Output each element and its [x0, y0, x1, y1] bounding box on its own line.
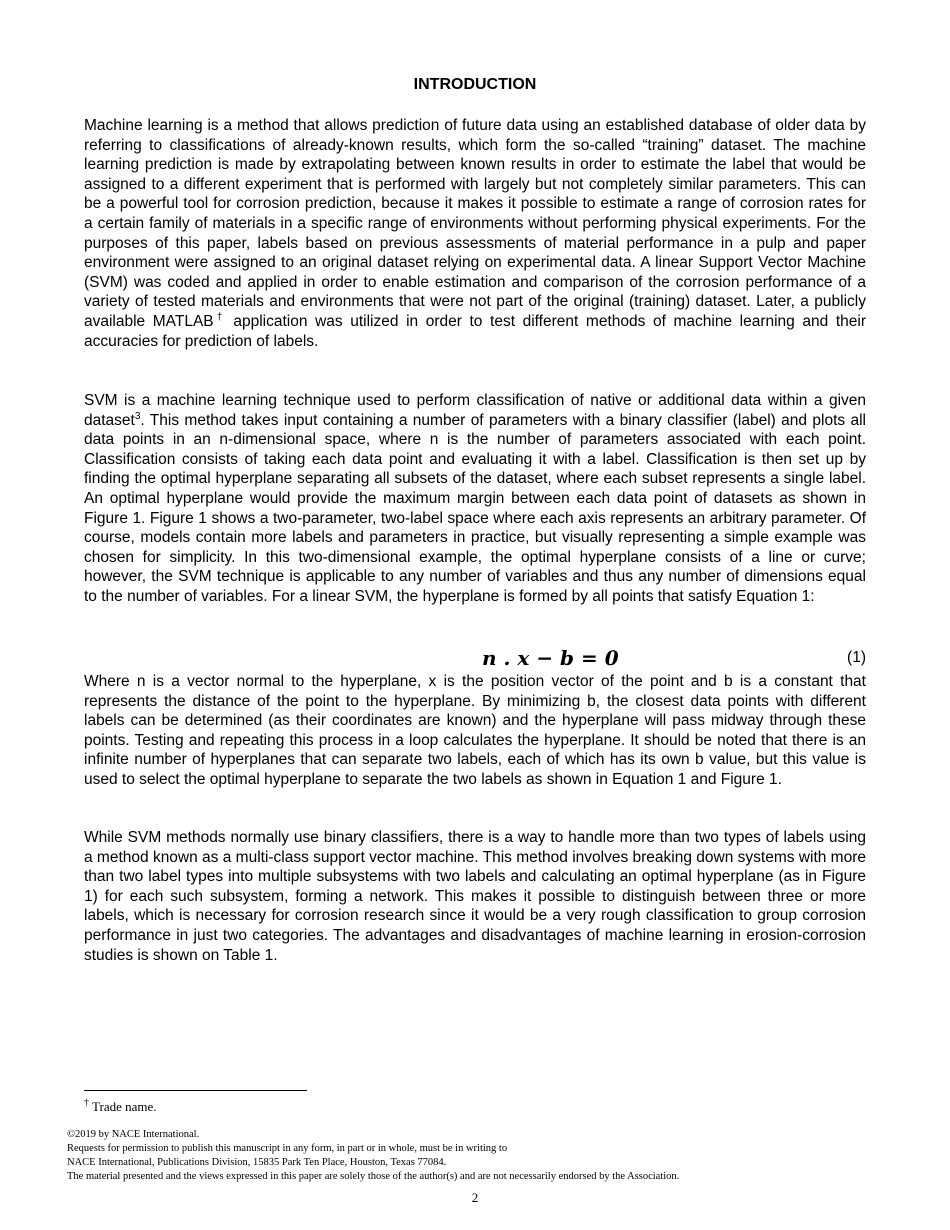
paragraph-1-text-b: application was utilized in order to test different methods of machine learning and their accuracies for prediction of labels.	[84, 312, 866, 350]
reference-superscript: 3	[134, 410, 141, 422]
paragraph-3: Where n is a vector normal to the hyperplane, x is the position vector of the point and b is a constant that represents the distance of the point to the hyperplane. By minimizing b, the closest data points with different labels can be determined (as their coordinates are known) and the hyperplane will pass midway through these points. Testing and repeating this process in a loop calculates the hyperplane. It should be noted that there is an infinite number of hyperplanes that can separate two labels, each of which has its own b value, but this value is used to select the optimal hyperplane to separate the two labels as shown in Equation 1 and Figure 1.	[84, 673, 866, 788]
footnote-text: Trade name.	[89, 1099, 157, 1114]
paragraph-1	[84, 116, 866, 351]
equation-expression: n . x − b = 0	[482, 646, 619, 670]
paragraph-2	[84, 391, 866, 607]
equation-number: (1)	[847, 649, 866, 666]
dagger-footnote-mark: †	[213, 311, 226, 323]
copyright-line-4: The material presented and the views expressed in this paper are solely those of the author(s) and are not necessarily endorsed by the Association.	[67, 1171, 680, 1182]
copyright-line-3: NACE International, Publications Division, 15835 Park Ten Place, Houston, Texas 77084.	[67, 1157, 447, 1168]
paragraph-1-text-a: Machine learning is a method that allows prediction of future data using an established database of older data by referring to classifications of already-known results, which form the so-called “training” dataset. The machine learning prediction is made by extrapolating between known results in order to estimate the label that would be assigned to a different experiment that is performed with largely but not completely similar parameters. This can be a powerful tool for corrosion prediction, because it makes it possible to estimate a range of corrosion rates for a certain family of materials in a specific range of environments without performing physical experiments. For the purposes of this paper, labels based on previous assessments of material performance in a pulp and paper environment were assigned to an original dataset relying on experimental data. A linear Support Vector Machine (SVM) was coded and applied in order to enable estimation and comparison of the corrosion performance of a variety of tested materials and environments that were not part of the original (training) dataset. Later, a publicly available MATLAB	[84, 117, 866, 330]
footnote-mark: †	[84, 1097, 89, 1109]
footnote	[84, 1099, 157, 1115]
copyright-line-1: ©2019 by NACE International.	[67, 1129, 200, 1140]
page-number: 2	[471, 1190, 479, 1205]
paragraph-2-text-a: SVM is a machine learning technique used to perform classification of native or additional data within a given dataset	[84, 392, 866, 429]
equation-1	[84, 646, 866, 670]
paragraph-4: While SVM methods normally use binary classifiers, there is a way to handle more than two types of labels using a method known as a multi-class support vector machine. This method involves breaking down systems with more than two label types into multiple subsystems with two labels and calculating an optimal hyperplane (as in Figure 1) for each such subsystem, forming a network. This makes it possible to distinguish between three or more labels, which is necessary for corrosion research since it would be a very rough classification to group corrosion performance in just two categories. The advantages and disadvantages of machine learning in erosion-corrosion studies is shown on Table 1.	[84, 829, 866, 964]
copyright-notice	[67, 1128, 887, 1184]
section-heading: INTRODUCTION	[413, 76, 537, 93]
copyright-line-2: Requests for permission to publish this manuscript in any form, in part or in whole, must be in writing to	[67, 1143, 508, 1154]
paragraph-2-text-b: . This method takes input containing a number of parameters with a binary classifier (label) and plots all data points in an n-dimensional space, where n is the number of parameters associated with each point. Classification consists of taking each data point and evaluating it with a label. Classification is then set up by finding the optimal hyperplane separating all subsets of the dataset, where each subset represents a single label. An optimal hyperplane would provide the maximum margin between each data point of datasets as shown in Figure 1. Figure 1 shows a two-parameter, two-label space where each axis represents an arbitrary parameter. Of course, models contain more labels and parameters in practice, but visually representing a simple example was chosen for simplicity. In this two-dimensional example, the optimal hyperplane consists of a line or curve; however, the SVM technique is applicable to any number of variables and thus any number of dimensions equal to the number of variables. For a linear SVM, the hyperplane is formed by all points that satisfy Equation 1:	[84, 411, 866, 605]
footnote-divider	[84, 1090, 307, 1091]
